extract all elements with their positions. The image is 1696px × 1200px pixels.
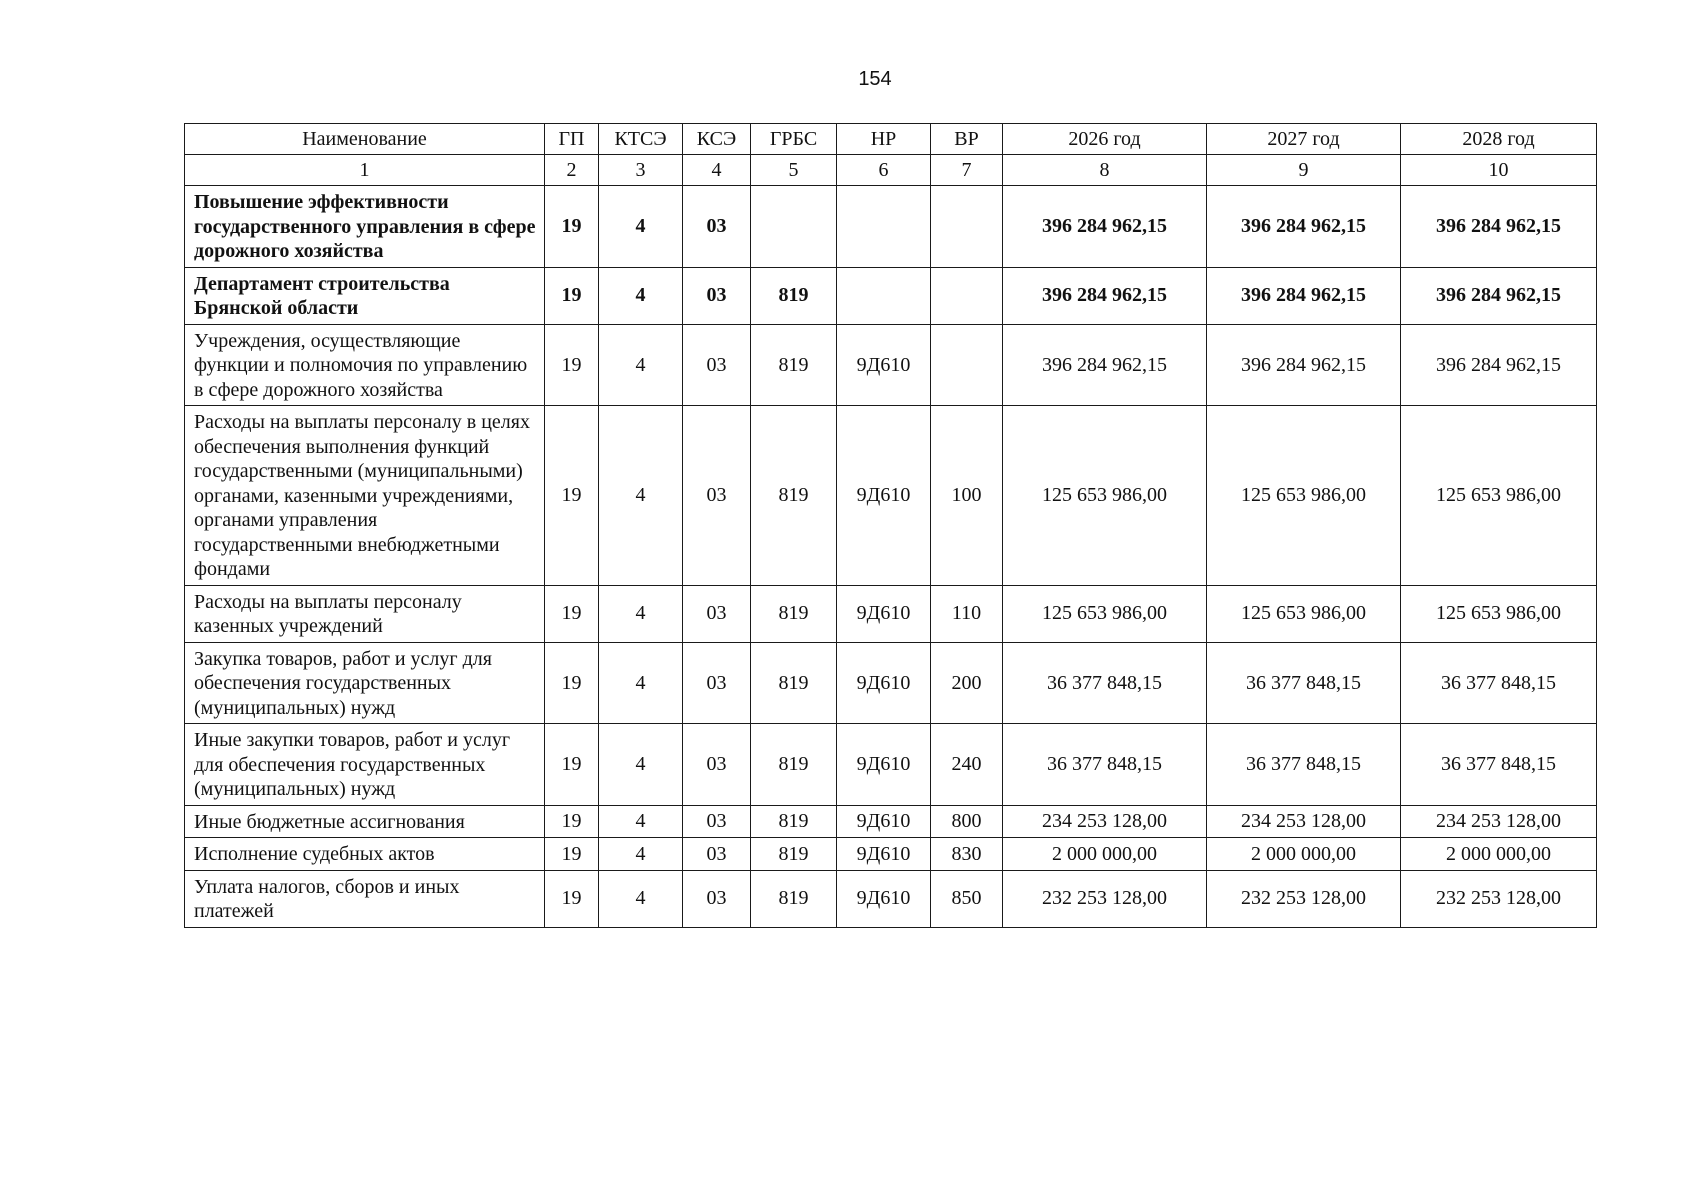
kse-cell: 03 [683,585,751,642]
table-row [185,406,1597,586]
grbs-cell: 819 [751,267,837,324]
vr-cell: 850 [931,870,1003,927]
header-cell-2028: 2028 год [1401,124,1597,155]
row-name-cell: Иные бюджетные ассигнования [185,805,545,838]
page-number: 154 [858,68,892,90]
column-number: 4 [683,155,751,186]
vr-cell [931,186,1003,268]
nr-cell: 9Д610 [837,406,931,586]
column-number: 6 [837,155,931,186]
amount-2026-cell: 36 377 848,15 [1003,724,1207,806]
amount-2027-cell: 396 284 962,15 [1207,186,1401,268]
table-row [185,186,1597,268]
amount-2027-cell: 36 377 848,15 [1207,724,1401,806]
ktse-cell: 4 [599,585,683,642]
amount-2027-cell: 396 284 962,15 [1207,267,1401,324]
ktse-cell: 4 [599,838,683,871]
amount-2027-cell: 125 653 986,00 [1207,585,1401,642]
column-number: 9 [1207,155,1401,186]
kse-cell: 03 [683,870,751,927]
column-number: 7 [931,155,1003,186]
ktse-cell: 4 [599,870,683,927]
gp-cell: 19 [545,642,599,724]
amount-2026-cell: 2 000 000,00 [1003,838,1207,871]
grbs-cell: 819 [751,642,837,724]
ktse-cell: 4 [599,724,683,806]
table-row [185,870,1597,927]
amount-2026-cell: 234 253 128,00 [1003,805,1207,838]
column-number: 10 [1401,155,1597,186]
gp-cell: 19 [545,838,599,871]
nr-cell: 9Д610 [837,585,931,642]
header-cell-vr: ВР [931,124,1003,155]
vr-cell [931,267,1003,324]
nr-cell: 9Д610 [837,642,931,724]
vr-cell: 800 [931,805,1003,838]
column-number: 5 [751,155,837,186]
grbs-cell [751,186,837,268]
amount-2028-cell: 396 284 962,15 [1401,324,1597,406]
column-number: 1 [185,155,545,186]
grbs-cell: 819 [751,870,837,927]
amount-2027-cell: 396 284 962,15 [1207,324,1401,406]
row-name-cell: Департамент строительства Брянской области [185,267,545,324]
grbs-cell: 819 [751,724,837,806]
grbs-cell: 819 [751,324,837,406]
gp-cell: 19 [545,585,599,642]
column-number-row [185,155,1597,186]
grbs-cell: 819 [751,406,837,586]
header-cell-2026: 2026 год [1003,124,1207,155]
ktse-cell: 4 [599,324,683,406]
amount-2028-cell: 234 253 128,00 [1401,805,1597,838]
nr-cell: 9Д610 [837,870,931,927]
kse-cell: 03 [683,838,751,871]
header-cell-nr: НР [837,124,931,155]
amount-2027-cell: 125 653 986,00 [1207,406,1401,586]
amount-2028-cell: 125 653 986,00 [1401,585,1597,642]
nr-cell: 9Д610 [837,838,931,871]
table-row [185,805,1597,838]
header-cell-name: Наименование [185,124,545,155]
table-row [185,724,1597,806]
amount-2027-cell: 2 000 000,00 [1207,838,1401,871]
nr-cell: 9Д610 [837,805,931,838]
nr-cell [837,186,931,268]
amount-2028-cell: 2 000 000,00 [1401,838,1597,871]
vr-cell [931,324,1003,406]
gp-cell: 19 [545,724,599,806]
grbs-cell: 819 [751,805,837,838]
kse-cell: 03 [683,642,751,724]
amount-2027-cell: 36 377 848,15 [1207,642,1401,724]
gp-cell: 19 [545,186,599,268]
amount-2026-cell: 396 284 962,15 [1003,324,1207,406]
budget-table [184,123,1597,928]
table-row [185,838,1597,871]
row-name-cell: Закупка товаров, работ и услуг для обеспечения государственных (муниципальных) нужд [185,642,545,724]
amount-2026-cell: 396 284 962,15 [1003,267,1207,324]
vr-cell: 110 [931,585,1003,642]
grbs-cell: 819 [751,585,837,642]
vr-cell: 830 [931,838,1003,871]
row-name-cell: Повышение эффективности государственного управления в сфере дорожного хозяйства [185,186,545,268]
vr-cell: 100 [931,406,1003,586]
row-name-cell: Уплата налогов, сборов и иных платежей [185,870,545,927]
column-number: 8 [1003,155,1207,186]
ktse-cell: 4 [599,805,683,838]
kse-cell: 03 [683,406,751,586]
amount-2028-cell: 396 284 962,15 [1401,267,1597,324]
row-name-cell: Учреждения, осуществляющие функции и полномочия по управлению в сфере дорожного хозяйства [185,324,545,406]
amount-2026-cell: 36 377 848,15 [1003,642,1207,724]
ktse-cell: 4 [599,267,683,324]
row-name-cell: Расходы на выплаты персоналу в целях обеспечения выполнения функций государственными (муниципальными) органами, казенными учреждениями, органами управления государственными внебюджетными фондами [185,406,545,586]
amount-2028-cell: 125 653 986,00 [1401,406,1597,586]
kse-cell: 03 [683,324,751,406]
column-number: 3 [599,155,683,186]
table-row [185,642,1597,724]
vr-cell: 200 [931,642,1003,724]
amount-2027-cell: 232 253 128,00 [1207,870,1401,927]
nr-cell: 9Д610 [837,324,931,406]
row-name-cell: Расходы на выплаты персоналу казенных учреждений [185,585,545,642]
table-row [185,585,1597,642]
header-cell-ktse: КТСЭ [599,124,683,155]
header-cell-2027: 2027 год [1207,124,1401,155]
kse-cell: 03 [683,805,751,838]
ktse-cell: 4 [599,642,683,724]
header-cell-kse: КСЭ [683,124,751,155]
gp-cell: 19 [545,324,599,406]
row-name-cell: Иные закупки товаров, работ и услуг для обеспечения государственных (муниципальных) нужд [185,724,545,806]
amount-2026-cell: 125 653 986,00 [1003,585,1207,642]
amount-2027-cell: 234 253 128,00 [1207,805,1401,838]
grbs-cell: 819 [751,838,837,871]
table-row [185,267,1597,324]
nr-cell [837,267,931,324]
header-cell-grbs: ГРБС [751,124,837,155]
gp-cell: 19 [545,805,599,838]
nr-cell: 9Д610 [837,724,931,806]
gp-cell: 19 [545,870,599,927]
amount-2028-cell: 396 284 962,15 [1401,186,1597,268]
kse-cell: 03 [683,724,751,806]
gp-cell: 19 [545,406,599,586]
amount-2028-cell: 36 377 848,15 [1401,724,1597,806]
vr-cell: 240 [931,724,1003,806]
ktse-cell: 4 [599,406,683,586]
gp-cell: 19 [545,267,599,324]
kse-cell: 03 [683,186,751,268]
table-row [185,324,1597,406]
row-name-cell: Исполнение судебных актов [185,838,545,871]
header-row [185,124,1597,155]
amount-2026-cell: 396 284 962,15 [1003,186,1207,268]
amount-2026-cell: 232 253 128,00 [1003,870,1207,927]
amount-2028-cell: 36 377 848,15 [1401,642,1597,724]
amount-2026-cell: 125 653 986,00 [1003,406,1207,586]
amount-2028-cell: 232 253 128,00 [1401,870,1597,927]
header-cell-gp: ГП [545,124,599,155]
kse-cell: 03 [683,267,751,324]
ktse-cell: 4 [599,186,683,268]
column-number: 2 [545,155,599,186]
